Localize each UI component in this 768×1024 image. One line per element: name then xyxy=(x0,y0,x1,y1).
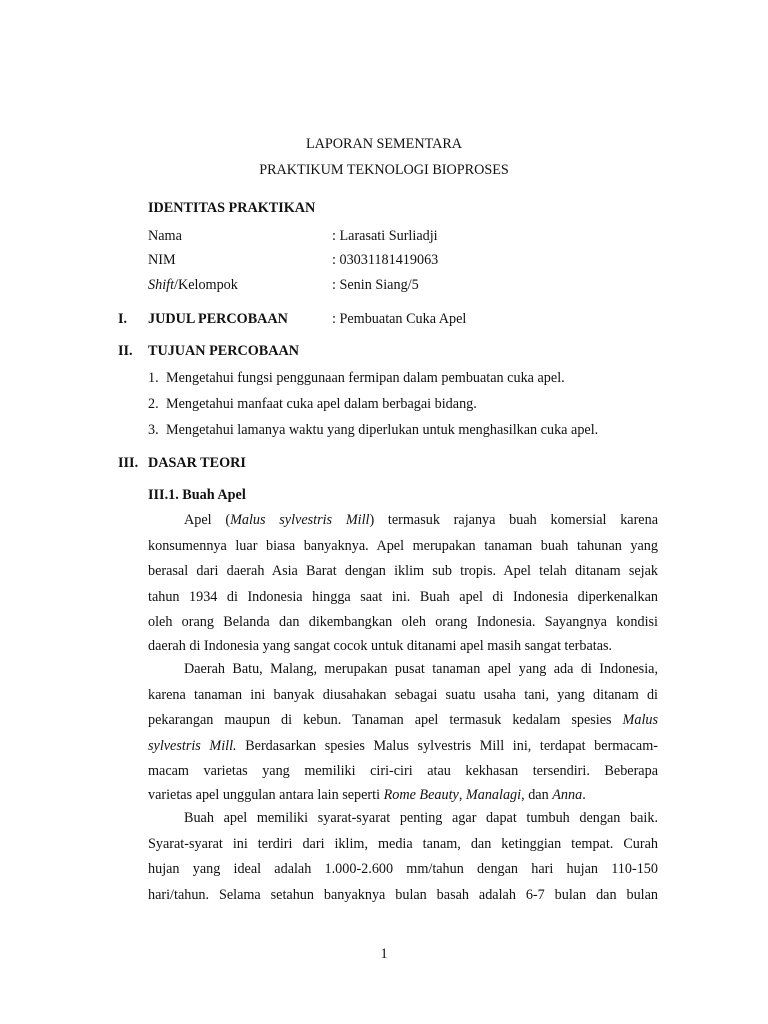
identitas-value-nim: : 03031181419063 xyxy=(332,252,439,268)
identitas-label-shift xyxy=(148,277,238,294)
tujuan-item-number: 3. xyxy=(148,422,159,438)
section-1-value: : Pembuatan Cuka Apel xyxy=(332,311,467,327)
paragraph-line: Daerah Batu, Malang, merupakan pusat tanaman apel yang ada di Indonesia, xyxy=(184,661,658,677)
tujuan-item-number: 2. xyxy=(148,396,159,412)
paragraph-3 xyxy=(148,806,658,908)
paragraph-line: hujan yang ideal adalah 1.000-2.600 mm/tahun dengan hari hujan 110-150 xyxy=(148,861,658,877)
report-title: LAPORAN SEMENTARA xyxy=(305,136,463,152)
section-3-title: DASAR TEORI xyxy=(148,455,246,471)
tujuan-item-text: Mengetahui lamanya waktu yang diperlukan untuk menghasilkan cuka apel. xyxy=(166,422,599,438)
paragraph-line: macam varietas yang memiliki ciri-ciri atau kekhasan tersendiri. Beberapa xyxy=(148,763,658,779)
paragraph-line: konsumennya luar biasa banyaknya. Apel merupakan tanaman buah tahunan yang xyxy=(148,537,658,554)
page-number: 1 xyxy=(380,946,388,962)
subsection-title: III.1. Buah Apel xyxy=(148,487,246,503)
section-3-number: III. xyxy=(118,455,139,471)
tujuan-item-text: Mengetahui manfaat cuka apel dalam berbagai bidang. xyxy=(166,396,477,412)
paragraph-line: oleh orang Belanda dan dikembangkan oleh orang Indonesia. Sayangnya kondisi xyxy=(148,614,658,630)
paragraph-line: Syarat-syarat ini terdiri dari iklim, media tanam, dan ketinggian tempat. Curah xyxy=(148,835,658,852)
paragraph-line: varietas apel unggulan antara lain seperti Rome Beauty, Manalagi, dan Anna. xyxy=(148,786,586,803)
identitas-heading: IDENTITAS PRAKTIKAN xyxy=(148,200,316,216)
identitas-label-nim: NIM xyxy=(148,252,176,268)
paragraph-line: daerah di Indonesia yang sangat cocok untuk ditanami apel masih sangat terbatas. xyxy=(148,637,613,654)
paragraph-line: hari/tahun. Selama setahun banyaknya bulan basah adalah 6-7 bulan dan bulan xyxy=(148,886,658,903)
tujuan-item-text: Mengetahui fungsi penggunaan fermipan dalam pembuatan cuka apel. xyxy=(166,370,565,386)
identitas-label-nama: Nama xyxy=(148,228,182,244)
paragraph-line: Apel (Malus sylvestris Mill) termasuk rajanya buah komersial karena xyxy=(184,512,658,528)
section-1-number: I. xyxy=(118,311,128,327)
paragraph-line: pekarangan maupun di kebun. Tanaman apel termasuk kedalam spesies Malus xyxy=(148,712,658,728)
section-2-number: II. xyxy=(118,343,133,359)
paragraph-1 xyxy=(148,508,658,656)
section-2-title: TUJUAN PERCOBAAN xyxy=(148,343,299,359)
shift-rest: /Kelompok xyxy=(174,277,238,293)
paragraph-line: tahun 1934 di Indonesia hingga saat ini. Buah apel di Indonesia diperkenalkan xyxy=(148,588,658,605)
paragraph-2 xyxy=(148,657,658,805)
report-subtitle: PRAKTIKUM TEKNOLOGI BIOPROSES xyxy=(259,162,509,178)
paragraph-line: berasal dari daerah Asia Barat dengan iklim sub tropis. Apel telah ditanam sejak xyxy=(148,563,658,579)
identitas-value-nama: : Larasati Surliadji xyxy=(332,228,438,244)
shift-italic: Shift xyxy=(148,277,175,293)
identitas-value-shift: : Senin Siang/5 xyxy=(332,277,419,293)
paragraph-line: Buah apel memiliki syarat-syarat penting agar dapat tumbuh dengan baik. xyxy=(184,810,658,826)
tujuan-item-number: 1. xyxy=(148,370,159,386)
section-1-title: JUDUL PERCOBAAN xyxy=(148,311,288,327)
paragraph-line: sylvestris Mill. Berdasarkan spesies Malus sylvestris Mill ini, terdapat bermacam- xyxy=(148,737,658,754)
paragraph-line: karena tanaman ini banyak diusahakan sebagai suatu usaha tani, yang ditanam di xyxy=(148,686,658,703)
